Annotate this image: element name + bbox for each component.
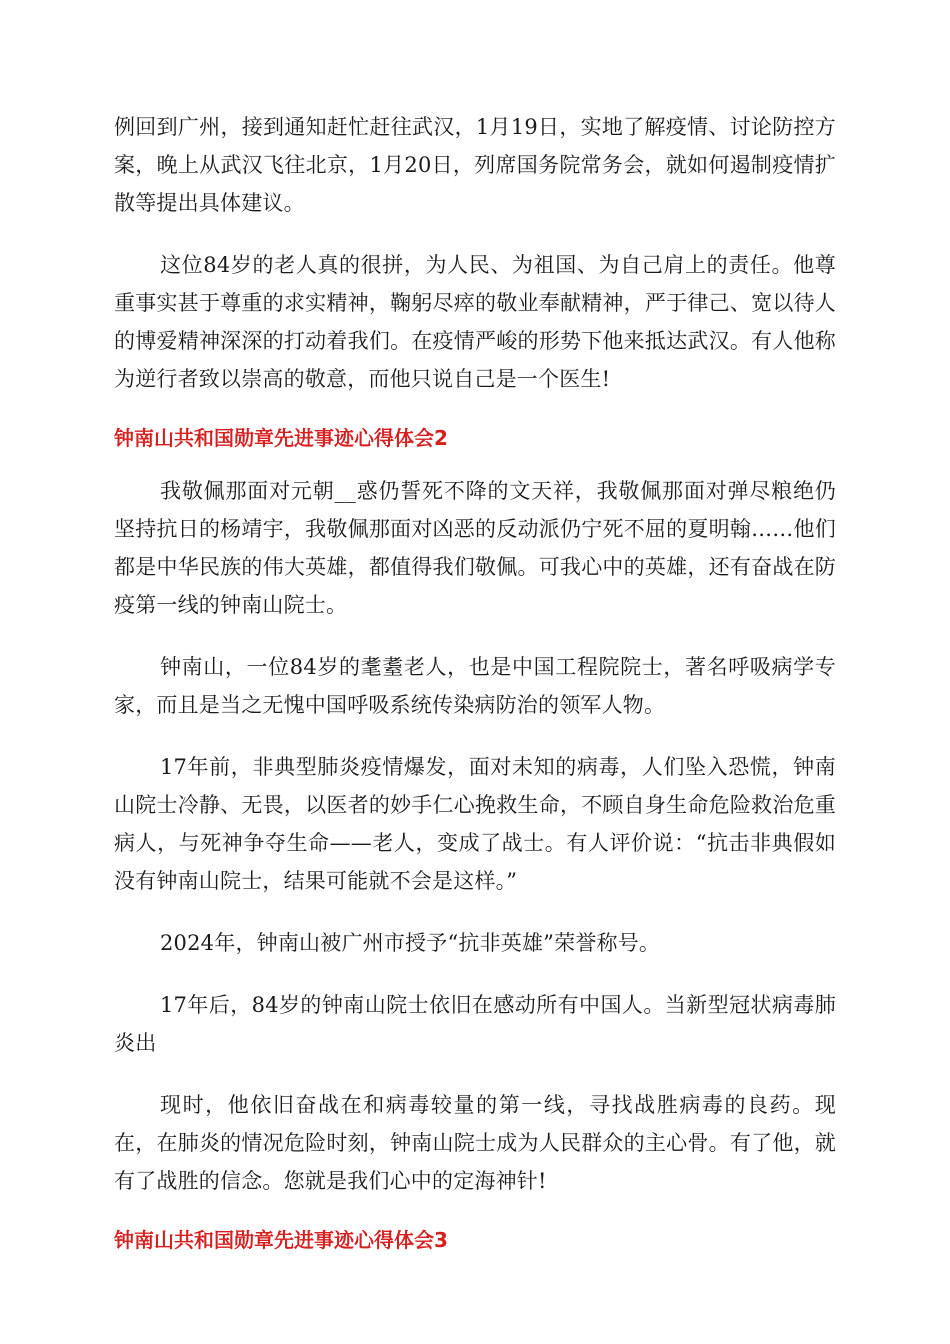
section-heading-3: 钟南山共和国勋章先进事迹心得体会3 bbox=[114, 1228, 448, 1252]
paragraph: 2024年，钟南山被广州市授予“抗非英雄”荣誉称号。 bbox=[160, 931, 661, 955]
paragraph: 钟南山，一位84岁的耄耋老人，也是中国工程院院士，著名呼吸病学专家，而且是当之无愧中国呼吸系统传染病防治的领军人物。 bbox=[114, 655, 836, 717]
paragraph: 我敬佩那面对元朝__惑仍誓死不降的文天祥，我敬佩那面对弹尽粮绝仍坚持抗日的杨靖宇，我敬佩那面对凶恶的反动派仍宁死不屈的夏明翰……他们都是中华民族的伟大英雄，都值得我们敬佩。可我心中的英雄，还有奋战在防疫第一线的钟南山院士。 bbox=[114, 479, 836, 617]
paragraph: 17年前，非典型肺炎疫情爆发，面对未知的病毒，人们坠入恐慌，钟南山院士冷静、无畏，以医者的妙手仁心挽救生命，不顾自身生命危险救治危重病人，与死神争夺生命——老人，变成了战士。有人评价说：“抗击非典假如没有钟南山院士，结果可能就不会是这样。” bbox=[114, 755, 836, 893]
paragraph: 这位84岁的老人真的很拼，为人民、为祖国、为自己肩上的责任。他尊重事实甚于尊重的求实精神，鞠躬尽瘁的敬业奉献精神，严于律己、宽以待人的博爱精神深深的打动着我们。在疫情严峻的形势下他来抵达武汉。有人他称为逆行者致以崇高的敬意，而他只说自己是一个医生! bbox=[114, 253, 836, 391]
paragraph: 现时，他依旧奋战在和病毒较量的第一线，寻找战胜病毒的良药。现在，在肺炎的情况危险时刻，钟南山院士成为人民群众的主心骨。有了他，就有了战胜的信念。您就是我们心中的定海神针! bbox=[114, 1093, 836, 1193]
paragraph-continuation: 例回到广州，接到通知赶忙赶往武汉，1月19日，实地了解疫情、讨论防控方案，晚上从武汉飞往北京，1月20日，列席国务院常务会，就如何遏制疫情扩散等提出具体建议。 bbox=[114, 115, 836, 215]
section-heading-2: 钟南山共和国勋章先进事迹心得体会2 bbox=[114, 426, 448, 450]
document-body bbox=[114, 108, 836, 1274]
paragraph: 17年后，84岁的钟南山院士依旧在感动所有中国人。当新型冠状病毒肺炎出 bbox=[114, 993, 836, 1055]
